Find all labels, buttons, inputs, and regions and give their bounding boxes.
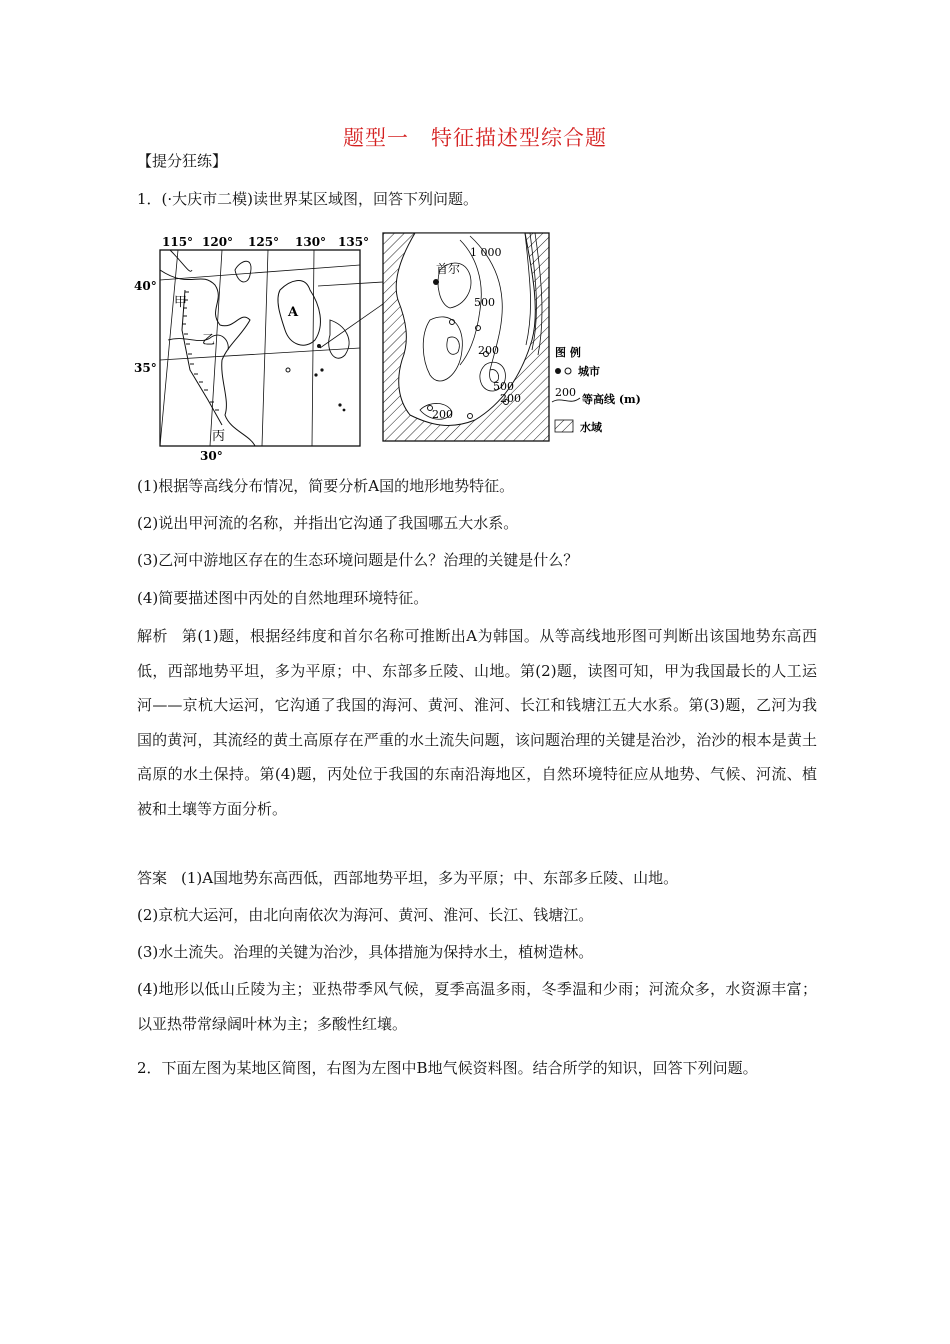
legend-contour-value: 200 bbox=[555, 386, 576, 399]
contour-label-200-a: 200 bbox=[478, 344, 499, 357]
lon-label-130: 130° bbox=[295, 235, 327, 249]
answer-4: (4)地形以低山丘陵为主；亚热带季风气候，夏季高温多雨，冬季温和少雨；河流众多，水资源丰富；以亚热带常绿阔叶林为主；多酸性红壤。 bbox=[137, 980, 817, 1033]
map-label-bing: 丙 bbox=[212, 429, 226, 444]
subquestion-4: (4)简要描述图中丙处的自然地理环境特征。 bbox=[137, 589, 429, 607]
subquestion-2: (2)说出甲河流的名称，并指出它沟通了我国哪五大水系。 bbox=[137, 514, 519, 532]
legend-city: 城市 bbox=[578, 365, 600, 378]
answer-label: 答案 bbox=[137, 869, 168, 887]
subquestion-3: (3)乙河中游地区存在的生态环境问题是什么？治理的关键是什么？ bbox=[137, 551, 579, 569]
lat-label-30: 30° bbox=[200, 449, 223, 463]
lon-label-135: 135° bbox=[338, 235, 370, 249]
answer-2: (2)京杭大运河，由北向南依次为海河、黄河、淮河、长江、钱塘江。 bbox=[137, 906, 594, 924]
subquestion-1: (1)根据等高线分布情况，简要分析A国的地形地势特征。 bbox=[137, 477, 515, 495]
lat-label-35: 35° bbox=[134, 361, 157, 375]
region-map-figure bbox=[130, 230, 650, 465]
answer-1 bbox=[137, 868, 678, 888]
analysis-text: 第(1)题，根据经纬度和首尔名称可推断出A为韩国。从等高线地形图可判断出该国地势东高西低，西部地势平坦，多为平原；中、东部多丘陵、山地。第(2)题，读图可知，甲为我国最长的人工运河——京杭大运河，它沟通了我国的海河、黄河、淮河、长江和钱塘江五大水系。第(3)题，乙河为我国的黄河，其流经的黄土高原存在严重的水土流失问题，该问题治理的关键是治沙，治沙的根本是黄土高原的水土保持。第(4)题，丙处位于我国的东南沿海地区，自然环境特征应从地势、气候、河流、植被和土壤等方面分析。 bbox=[137, 627, 817, 818]
analysis-label: 解析 bbox=[137, 627, 168, 645]
answer-3: (3)水土流失。治理的关键为治沙，具体措施为保持水土，植树造林。 bbox=[137, 943, 594, 961]
section-label: 【提分狂练】 bbox=[137, 152, 228, 170]
contour-label-200-b: 200 bbox=[500, 392, 521, 405]
lat-label-40: 40° bbox=[134, 279, 157, 293]
map-legend bbox=[552, 345, 641, 434]
map-label-a: A bbox=[288, 305, 299, 320]
contour-label-1000: 1 000 bbox=[470, 246, 502, 259]
legend-title: 图 例 bbox=[555, 346, 581, 359]
legend-water: 水域 bbox=[580, 421, 602, 434]
answer-1-text: (1)A国地势东高西低，西部地势平坦，多为平原；中、东部多丘陵、山地。 bbox=[181, 869, 679, 887]
lon-label-120: 120° bbox=[202, 235, 234, 249]
contour-label-200-c: 200 bbox=[432, 408, 453, 421]
question-2-intro: 2．下面左图为某地区简图，右图为左图中B地气候资料图。结合所学的知识，回答下列问题。 bbox=[137, 1059, 758, 1077]
left-map bbox=[160, 250, 360, 446]
inset-city-seoul: 首尔 bbox=[436, 262, 461, 276]
inset-map bbox=[383, 233, 549, 441]
question-1-intro: 1．(·大庆市二模)读世界某区域图，回答下列问题。 bbox=[137, 190, 479, 208]
lon-label-125: 125° bbox=[248, 235, 280, 249]
legend-contour: 等高线 (m) bbox=[582, 393, 641, 406]
contour-label-500-a: 500 bbox=[474, 296, 495, 309]
map-label-jia: 甲 bbox=[174, 295, 188, 310]
page-title: 题型一 特征描述型综合题 bbox=[343, 126, 607, 150]
lon-label-115: 115° bbox=[162, 235, 194, 249]
contour-label-500-b: 500 bbox=[493, 380, 514, 393]
analysis-block bbox=[137, 619, 817, 826]
map-label-yi: 乙 bbox=[202, 333, 216, 348]
